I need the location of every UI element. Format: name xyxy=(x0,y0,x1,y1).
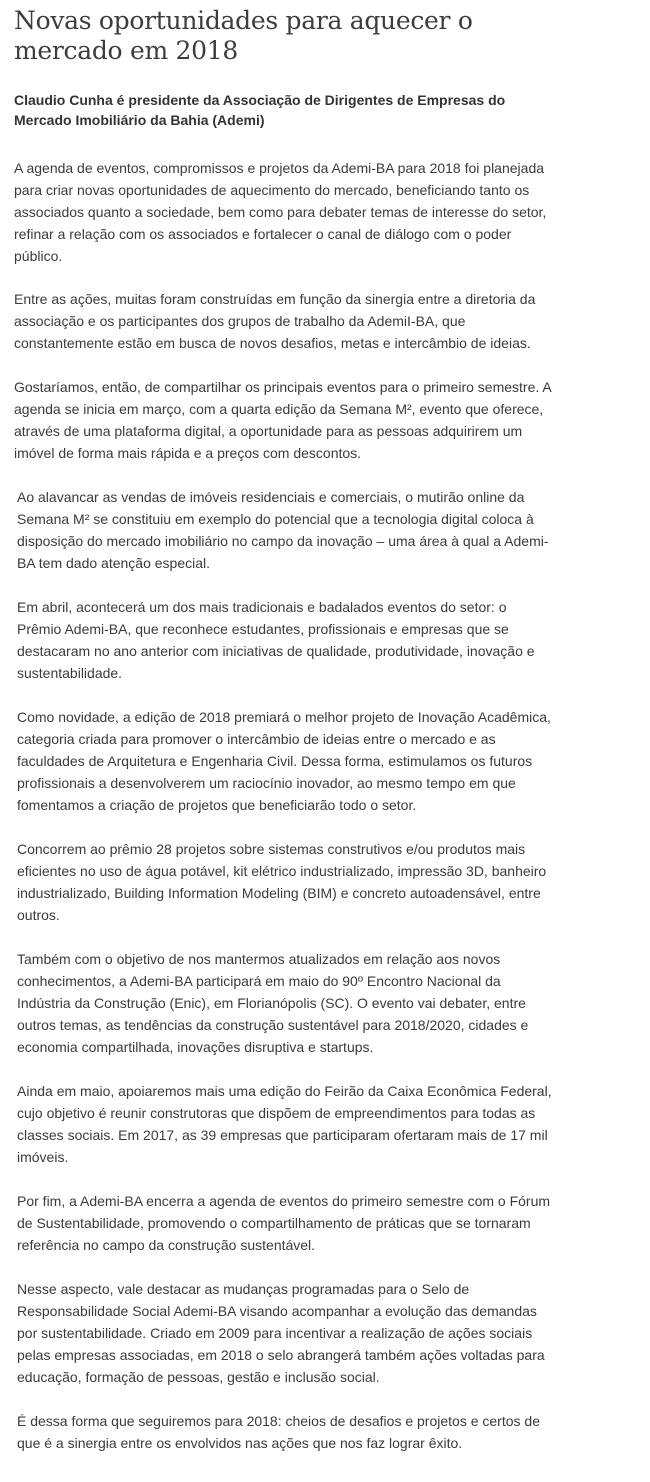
article-title: Novas oportunidades para aquecer o mercado em 2018 xyxy=(14,6,473,65)
article-subtitle: Claudio Cunha é presidente da Associação de Dirigentes de Empresas do Mercado Imobiliário da Bahia (Ademi) xyxy=(14,92,506,128)
article-paragraph: Por fim, a Ademi-BA encerra a agenda de eventos do primeiro semestre com o Fórum de Sustentabilidade, promovendo o compartilhamento de práticas que se tornaram referência no campo da construção sustentável. xyxy=(17,1193,551,1253)
article xyxy=(14,6,554,1476)
article-paragraph: Gostaríamos, então, de compartilhar os principais eventos para o primeiro semestre. A agenda se inicia em março, com a quarta edição da Semana M², evento que oferece, através de uma plataforma digital, a oportunidade para as pessoas adquirirem um imóvel de forma mais rápida e a preços com descontos. xyxy=(14,379,551,461)
article-paragraph: Em abril, acontecerá um dos mais tradicionais e badalados eventos do setor: o Prêmio Ademi-BA, que reconhece estudantes, profissionais e empresas que se destacaram no ano anterior com iniciativas de qualidade, produtividade, inovação e sustentabilidade. xyxy=(17,599,535,681)
article-paragraph: Nesse aspecto, vale destacar as mudanças programadas para o Selo de Responsabilidade Social Ademi-BA visando acompanhar a evolução das demandas por sustentabilidade. Criado em 2009 para incentivar a realização de ações sociais pelas empresas associadas, em 2018 o selo abrangerá também ações voltadas para educação, formação de pessoas, gestão e inclusão social. xyxy=(17,1281,545,1385)
article-paragraph: É dessa forma que seguiremos para 2018: cheios de desafios e projetos e certos de que é a sinergia entre os envolvidos nas ações que nos faz lograr êxito. xyxy=(17,1413,540,1451)
article-paragraph: A agenda de eventos, compromissos e projetos da Ademi-BA para 2018 foi planejada para criar novas oportunidades de aquecimento do mercado, beneficiando tanto os associados quanto a sociedade, bem como para debater temas de interesse do setor, refinar a relação com os associados e fortalecer o canal de diálogo com o poder público. xyxy=(14,160,547,264)
article-paragraph: Como novidade, a edição de 2018 premiará o melhor projeto de Inovação Acadêmica, categoria criada para promover o intercâmbio de ideias entre o mercado e as faculdades de Arquitetura e Engenharia Civil. Dessa forma, estimulamos os futuros profissionais a desenvolverem um raciocínio inovador, ao mesmo tempo em que fomentamos a criação de projetos que beneficiarão todo o setor. xyxy=(17,709,551,813)
article-paragraph: Ainda em maio, apoiaremos mais uma edição do Feirão da Caixa Econômica Federal, cujo objetivo é reunir construtoras que dispõem de empreendimentos para todas as classes sociais. Em 2017, as 39 empresas que participaram ofertaram mais de 17 mil imóveis. xyxy=(17,1083,552,1165)
article-paragraph: Concorrem ao prêmio 28 projetos sobre sistemas construtivos e/ou produtos mais eficientes no uso de água potável, kit elétrico industrializado, impressão 3D, banheiro industrializado, Building Information Modeling (BIM) e concreto autoadensável, entre outros. xyxy=(17,841,547,923)
article-paragraph: Também com o objetivo de nos mantermos atualizados em relação aos novos conhecimentos, a Ademi-BA participará em maio do 90º Encontro Nacional da Indústria da Construção (Enic), em Florianópolis (SC). O evento vai debater, entre outros temas, as tendências da construção sustentável para 2018/2020, cidades e economia compartilhada, inovações disruptiva e startups. xyxy=(17,951,529,1055)
article-paragraph: Ao alavancar as vendas de imóveis residenciais e comerciais, o mutirão online da Semana M² se constituiu em exemplo do potencial que a tecnologia digital coloca à disposição do mercado imobiliário no campo da inovação – uma área à qual a Ademi-BA tem dado atenção especial. xyxy=(17,489,549,571)
article-paragraph: Entre as ações, muitas foram construídas em função da sinergia entre a diretoria da associação e os participantes dos grupos de trabalho da AdemiI-BA, que constantemente estão em busca de novos desafios, metas e intercâmbio de ideias. xyxy=(14,291,536,351)
